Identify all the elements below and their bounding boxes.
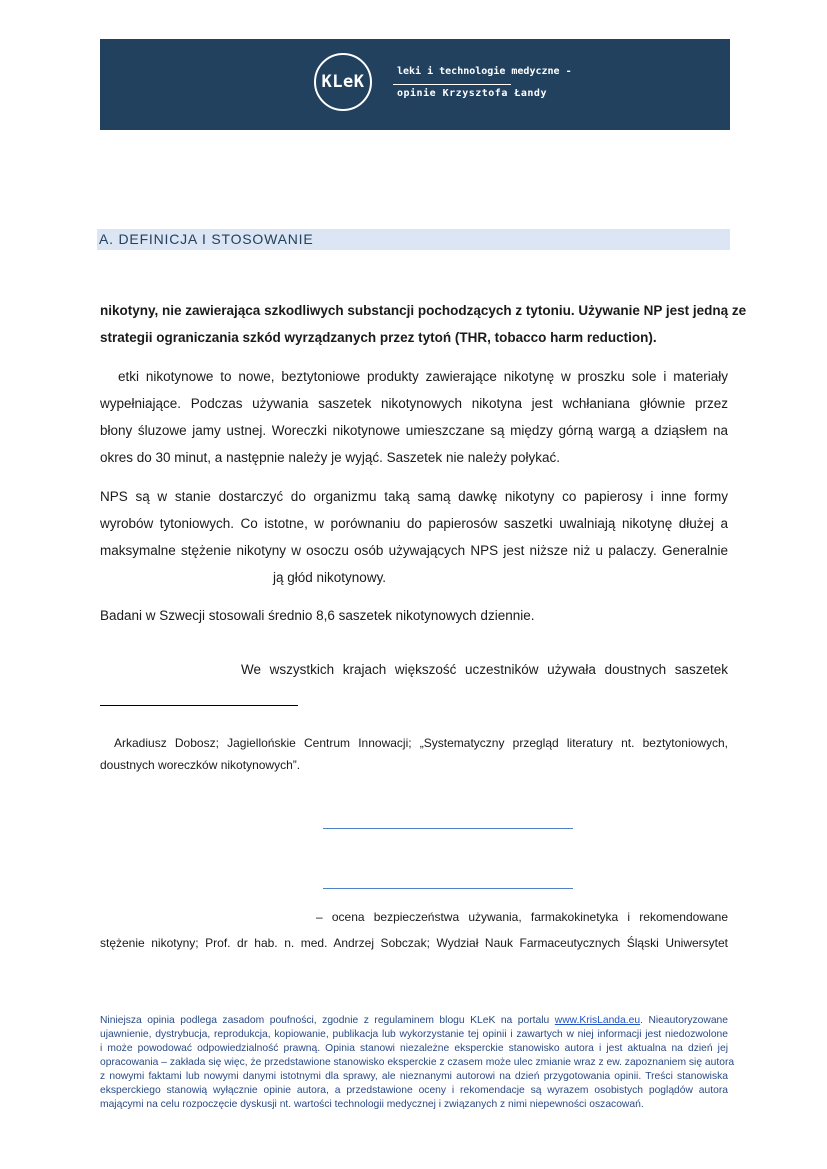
- link-underline-2: [323, 888, 573, 889]
- body-line-1: nikotyny, nie zawierająca szkodliwych substancji pochodzących z tytoniu. Używanie NP jest jedną ze: [100, 303, 747, 318]
- logo-text: KLeK: [321, 72, 365, 92]
- body-line-10: ją głód nikotynowy.: [273, 570, 387, 585]
- krislanda-link[interactable]: www.KrisLanda.eu: [554, 1015, 641, 1026]
- klek-logo: [314, 53, 372, 111]
- header-banner: [100, 39, 730, 130]
- body-line-11: Badani w Szwecji stosowali średnio 8,6 saszetek nikotynowych dziennie.: [100, 608, 535, 623]
- body-line-7: NPS są w stanie dostarczyć do organizmu taką samą dawkę nikotyny co papierosy i inne formy: [100, 489, 728, 504]
- footnote-1-line-2: doustnych woreczków nikotynowych”.: [100, 758, 301, 772]
- body-line-2: strategii ograniczania szkód wyrządzanych przez tytoń (THR, tobacco harm reduction).: [100, 330, 657, 345]
- section-heading: [97, 229, 730, 250]
- footer-line-5: z nowymi faktami lub nowymi danymi istotnymi dla sprawy, ale nieznanymi autorowi na dzień przygotowania opinii. Treści stanowiska: [100, 1071, 728, 1082]
- body-line-12: We wszystkich krajach większość uczestników używała doustnych saszetek: [241, 662, 728, 677]
- body-line-6: okres do 30 minut, a następnie należy je wyjąć. Saszetek nie należy połykać.: [100, 450, 561, 465]
- confidentiality-footer: [100, 1014, 735, 1112]
- tagline-line1: leki i technologie medyczne -: [397, 66, 572, 77]
- footnote-2-line-1: – ocena bezpieczeństwa używania, farmakokinetyka i rekomendowane: [316, 910, 728, 924]
- tagline-divider: [393, 84, 511, 85]
- body-line-9: maksymalne stężenie nikotyny w osoczu osób używających NPS jest niższe niż u palaczy. Generalnie: [100, 543, 728, 558]
- footer-line-3: i może powodować odpowiedzialność prawną. Opinia stanowi niezależne eksperckie stanowisko autora i jest aktualna na dzień jej: [100, 1043, 728, 1054]
- footer-line-2: ujawnienie, dystrybucja, reprodukcja, kopiowanie, publikacja lub wykorzystanie tej opinii i zawartych w niej informacji jest niedozwolone: [100, 1029, 728, 1040]
- footer-line-1-start: Niniejsza opinia podlega zasadom poufności, zgodnie z regulaminem blogu KLeK na portalu: [100, 1015, 555, 1026]
- section-title: A. DEFINICJA I STOSOWANIE: [99, 231, 314, 247]
- body-line-5: błony śluzowe jamy ustnej. Woreczki nikotynowe umieszczane są między górną wargą a dziąsłem na: [100, 423, 728, 438]
- footer-line-1-end: . Nieautoryzowane: [640, 1015, 729, 1026]
- footer-line-1: [100, 1014, 728, 1028]
- footnote-2-line-2: stężenie nikotyny; Prof. dr hab. n. med. Andrzej Sobczak; Wydział Nauk Farmaceutycznych Śląski Uniwersytet: [100, 936, 728, 950]
- footer-line-6: eksperckiego stanowią wyłącznie opinie autora, a przedstawione oceny i rekomendacje są wyrazem osobistych poglądów autora: [100, 1085, 728, 1096]
- body-line-3: etki nikotynowe to nowe, beztytoniowe produkty zawierające nikotynę w proszku sole i materiały: [118, 369, 728, 384]
- footer-line-7: mającymi na celu rozpoczęcie dyskusji nt. wartości technologii medycznej i związanych z nimi niepewności oszacowań.: [100, 1099, 644, 1110]
- link-underline-1: [323, 828, 573, 829]
- footer-line-4: opracowania – zakłada się więc, że przedstawione stanowisko eksperckie z czasem może ulec zmianie wraz z ew. zapoznaniem się autora: [100, 1057, 735, 1068]
- body-line-8: wyrobów tytoniowych. Co istotne, w porównaniu do papierosów saszetki uwalniają nikotynę dłużej a: [100, 516, 728, 531]
- tagline-line2: opinie Krzysztofa Łandy: [397, 88, 547, 99]
- footnote-1-line-1: Arkadiusz Dobosz; Jagiellońskie Centrum Innowacji; „Systematyczny przegląd literatury nt. beztytoniowych,: [114, 736, 728, 750]
- footnote-separator: [100, 705, 298, 706]
- body-line-4: wypełniające. Podczas używania saszetek nikotynowych nikotyna jest wchłaniana głównie przez: [100, 396, 728, 411]
